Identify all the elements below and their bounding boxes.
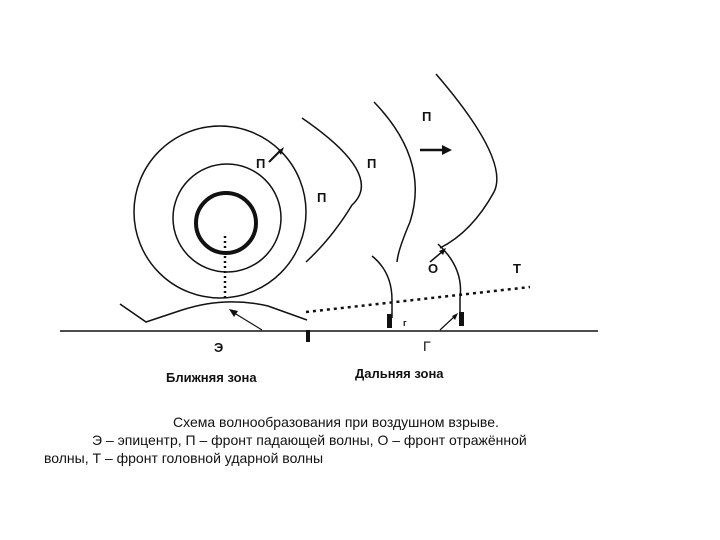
caption-line-3: волны, Т – фронт головной ударной волны: [44, 450, 324, 466]
reflected-wave-curve-2: [438, 244, 461, 318]
wave-front-curve-3: [436, 74, 497, 248]
label-head-shock-front: Т: [513, 261, 521, 276]
ground-marker-3: [459, 312, 464, 326]
arrow-t-head: [452, 313, 458, 320]
wave-circle-middle: [173, 164, 281, 272]
caption-line-1: Схема волнообразования при воздушном взрыве.: [173, 414, 499, 430]
terrain-hill: [120, 302, 307, 322]
wave-circle-inner: [196, 193, 256, 253]
arrow-right-head: [442, 145, 452, 155]
ground-marker-1: [306, 330, 310, 342]
head-shock-front-dotted: [306, 287, 530, 312]
reflected-wave-curve-1: [372, 256, 392, 318]
zone-far-title: Дальняя зона: [355, 366, 444, 381]
ground-marker-2: [387, 314, 392, 328]
label-incident-front-mid: П: [367, 156, 377, 171]
label-small-g: г: [403, 318, 407, 328]
label-incident-front-top: П: [422, 109, 432, 124]
label-reflected-front: О: [428, 261, 439, 276]
caption-line-2: Э – эпицентр, П – фронт падающей волны, О – фронт отражённой: [92, 432, 527, 448]
label-g: Г: [423, 338, 431, 354]
label-incident-front-low: П: [317, 190, 327, 205]
label-incident-front-circle: П: [256, 156, 266, 171]
wave-front-curve-1: [302, 118, 361, 262]
zone-near-title: Ближняя зона: [166, 370, 257, 385]
arrow-t-shaft: [440, 316, 455, 330]
epicentre-arrow-head: [229, 309, 238, 317]
label-epicentre: Э: [214, 340, 224, 355]
wave-front-curve-2: [374, 102, 415, 262]
